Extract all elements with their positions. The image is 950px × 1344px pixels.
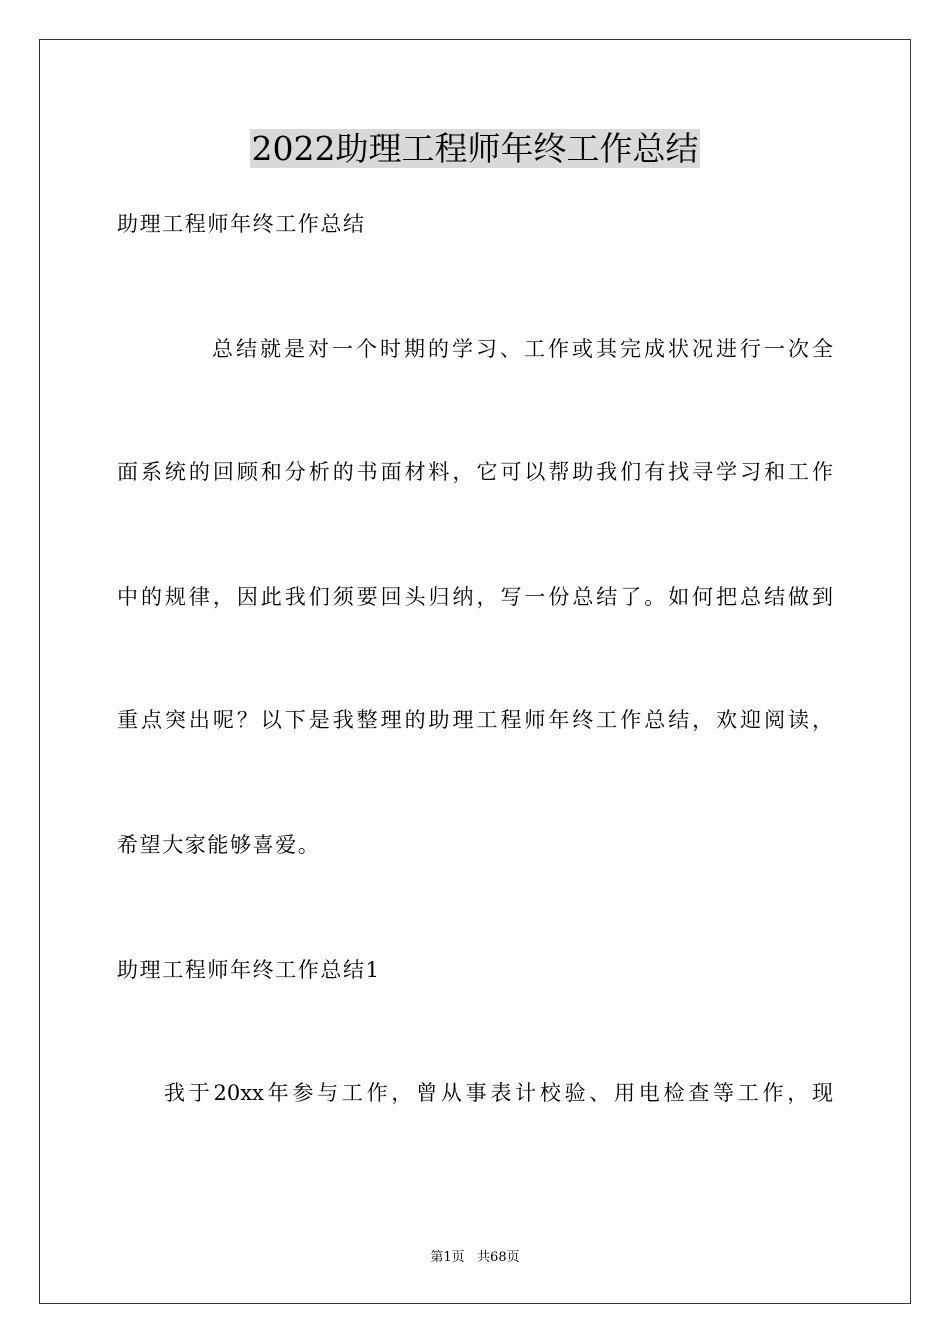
paragraph-line: 希望大家能够喜爱。 (117, 833, 321, 857)
paragraph-line: 总结就是对一个时期的学习、工作或其完成状况进行一次全 (212, 337, 833, 361)
paragraph-line: 重点突出呢？以下是我整理的助理工程师年终工作总结，欢迎阅读， (117, 708, 833, 732)
section-heading: 助理工程师年终工作总结1 (117, 958, 381, 982)
document-title (0, 124, 950, 174)
document-subtitle: 助理工程师年终工作总结 (117, 212, 366, 236)
page-footer: 第1页 共68页 (430, 1250, 520, 1265)
section-paragraph-line: 我于20xx年参与工作，曾从事表计校验、用电检查等工作，现 (164, 1081, 833, 1105)
paragraph-line: 中的规律，因此我们须要回头归纳，写一份总结了。如何把总结做到 (117, 585, 833, 609)
paragraph-line: 面系统的回顾和分析的书面材料，它可以帮助我们有找寻学习和工作 (117, 460, 833, 484)
document-title-text: 2022助理工程师年终工作总结 (251, 129, 699, 168)
